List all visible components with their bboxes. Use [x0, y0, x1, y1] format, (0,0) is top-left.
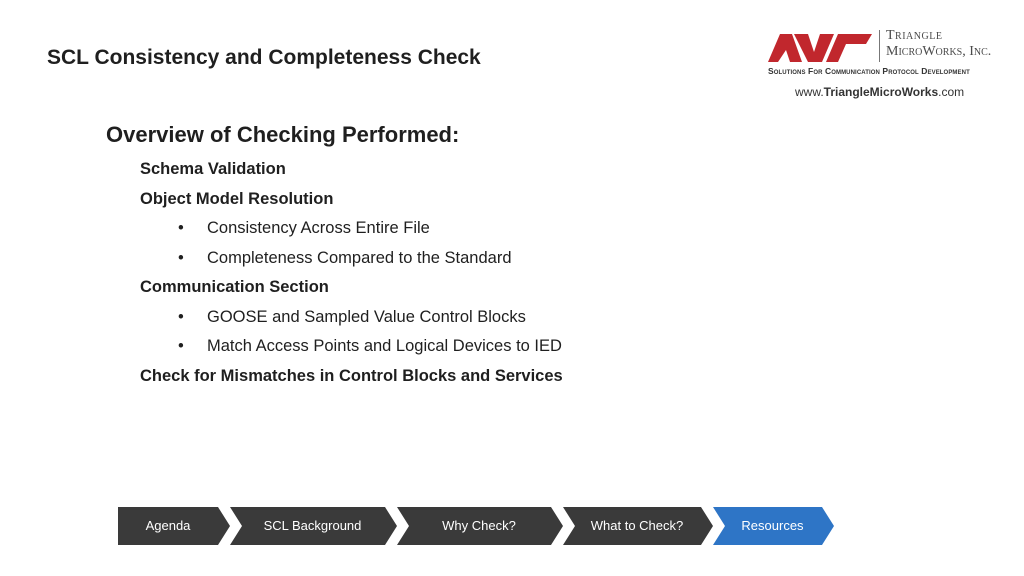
brand-name-line2: MicroWorks, Inc. — [886, 44, 992, 59]
website-domain: TriangleMicroWorks — [823, 85, 939, 99]
brand-name-line1: Triangle — [886, 28, 943, 43]
logo-divider — [879, 30, 880, 62]
company-tagline: Solutions For Communication Protocol Development — [768, 66, 970, 76]
outline-subitem — [140, 334, 563, 364]
outline-item: Check for Mismatches in Control Blocks and Services — [140, 366, 563, 385]
bullet-icon: • — [178, 307, 184, 326]
bullet-icon: • — [178, 219, 184, 237]
outline-item: Communication Section — [140, 278, 329, 296]
outline-subitem-text: Consistency Across Entire File — [207, 219, 430, 237]
bullet-icon: • — [178, 248, 184, 267]
outline-subitem — [140, 305, 563, 335]
company-logo — [766, 26, 1010, 102]
website-suffix: .com — [938, 85, 965, 99]
company-website — [795, 85, 964, 99]
outline-subitem-text: Completeness Compared to the Standard — [207, 248, 512, 267]
nav-step-scl-background[interactable]: SCL Background — [263, 518, 362, 533]
section-navigation — [118, 507, 842, 545]
outline-item: Object Model Resolution — [140, 189, 334, 208]
checking-outline — [140, 157, 563, 393]
outline-subitem — [140, 216, 563, 246]
outline-subitem — [140, 246, 563, 276]
outline-subitem-text: GOOSE and Sampled Value Control Blocks — [207, 307, 526, 326]
nav-step-what-to-check[interactable]: What to Check? — [590, 518, 684, 533]
nav-step-agenda[interactable]: Agenda — [145, 518, 191, 533]
outline-subitem-text: Match Access Points and Logical Devices to IED — [207, 337, 562, 355]
nav-step-why-check[interactable]: Why Check? — [442, 518, 516, 533]
bullet-icon: • — [178, 337, 184, 355]
nav-step-resources[interactable]: Resources — [741, 518, 804, 533]
outline-item: Schema Validation — [140, 160, 286, 178]
overview-heading: Overview of Checking Performed: — [106, 122, 460, 147]
slide-title: SCL Consistency and Completeness Check — [47, 46, 481, 69]
website-prefix: www. — [795, 85, 824, 99]
triangle-microworks-mark-icon — [768, 28, 872, 64]
